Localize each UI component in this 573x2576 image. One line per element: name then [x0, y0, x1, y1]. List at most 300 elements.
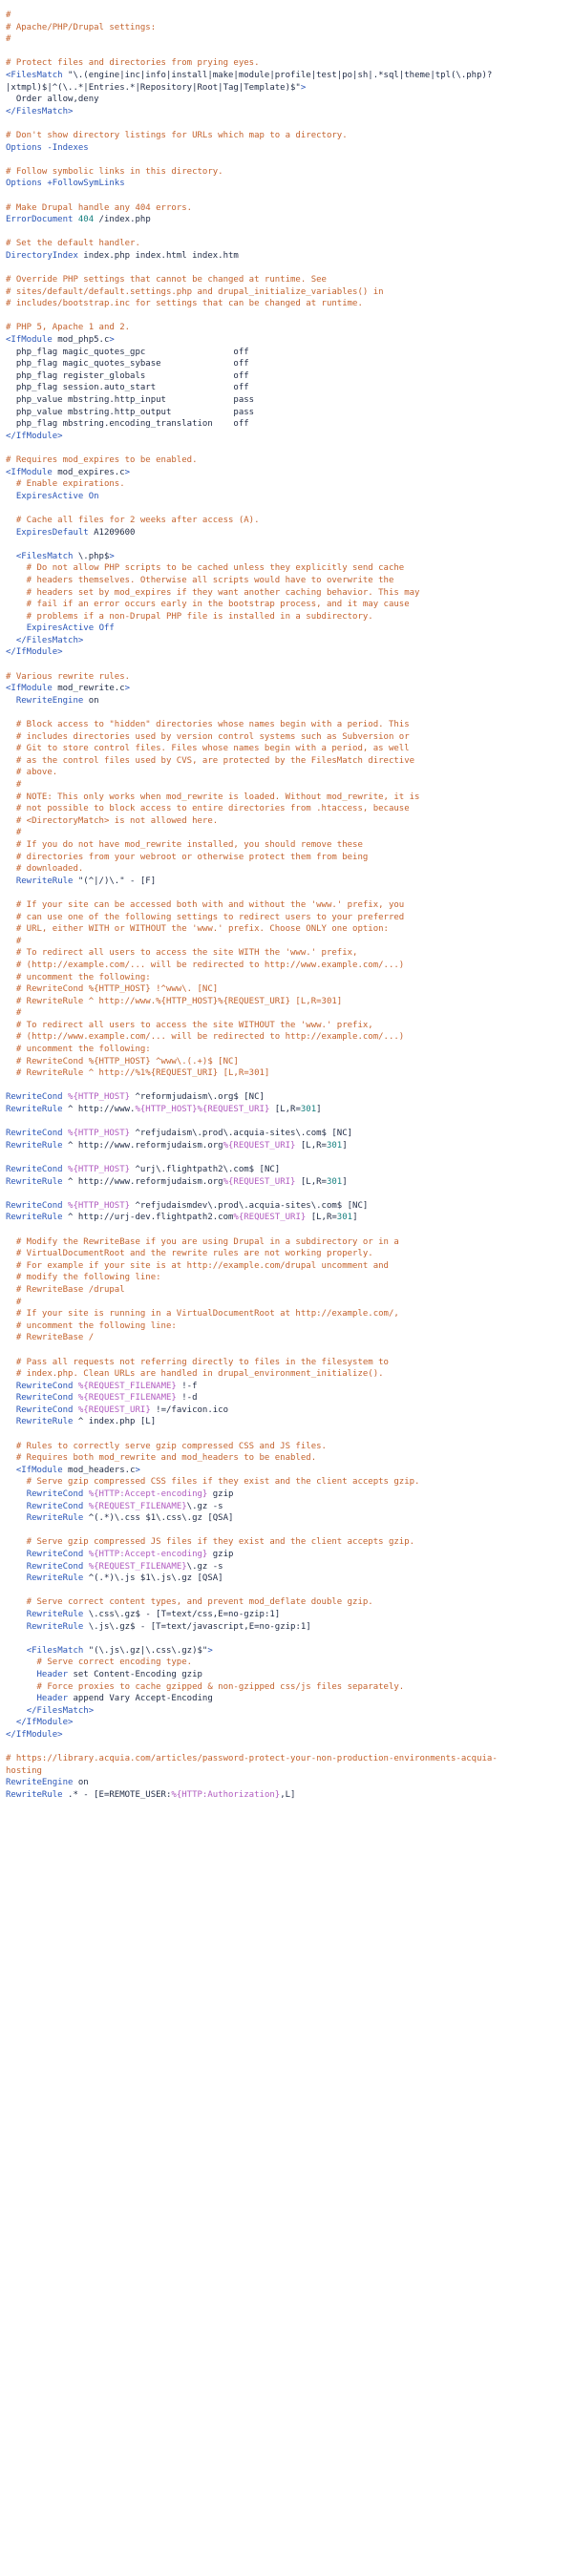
- code-text: [6, 1622, 27, 1632]
- code-text: mod_headers.c: [62, 1465, 136, 1475]
- code-comment: # PHP 5, Apache 1 and 2.: [6, 323, 131, 333]
- code-text: php_flag mbstring.encoding_translation off: [6, 419, 249, 430]
- code-comment: # includes/bootstrap.inc for settings that can be changed at runtime.: [6, 299, 363, 309]
- code-comment: # Serve correct content types, and prevent mod_deflate double gzip.: [6, 1597, 373, 1608]
- code-line: [6, 1512, 567, 1525]
- code-comment: #: [6, 936, 22, 946]
- code-comment: # RewriteRule ^ http://%1%{REQUEST_URI} [L,R=301]: [6, 1068, 270, 1079]
- code-line: [6, 527, 567, 539]
- code-keyword: RewriteCond: [26, 1561, 84, 1572]
- code-line: [6, 767, 567, 779]
- code-text: ,L]: [280, 1789, 296, 1800]
- code-line: [6, 1248, 567, 1260]
- code-line: [6, 731, 567, 744]
- code-variable: %{HTTP:Accept-encoding}: [88, 1550, 208, 1559]
- code-text: [L,R=: [269, 1105, 301, 1115]
- code-line: [6, 1753, 567, 1765]
- code-line: [6, 1140, 567, 1152]
- code-comment: # uncomment the following line:: [6, 1320, 177, 1331]
- code-line: [6, 611, 567, 623]
- code-keyword: >: [135, 1465, 140, 1475]
- code-comment: # Do not allow PHP scripts to be cached unless they explicitly send cache: [6, 563, 405, 574]
- code-line: [6, 1151, 567, 1164]
- code-text: ^urj\.flightpath2\.com$ [NC]: [130, 1165, 281, 1174]
- code-line: [6, 1031, 567, 1044]
- code-keyword: +FollowSymLinks: [47, 179, 125, 189]
- code-text: [6, 1466, 16, 1475]
- code-comment: # To redirect all users to access the site WITH the 'www.' prefix,: [6, 948, 358, 959]
- code-line: [6, 467, 567, 479]
- code-text: \.gz -s: [186, 1501, 223, 1511]
- code-text: [6, 1382, 16, 1391]
- code-variable: %{REQUEST_URI}: [233, 1213, 307, 1223]
- code-line: [6, 1128, 567, 1140]
- code-line: [6, 250, 567, 263]
- code-line: [6, 923, 567, 936]
- code-line: [6, 1104, 567, 1116]
- code-comment: # directories from your webroot or otherwise protect them from being: [6, 852, 369, 862]
- code-line: [6, 298, 567, 310]
- code-comment: # Rules to correctly serve gzip compressed CSS and JS files.: [6, 1441, 327, 1451]
- code-keyword: <FilesMatch: [6, 70, 63, 80]
- code-comment: # RewriteBase /: [6, 1333, 95, 1343]
- code-line: [6, 46, 567, 58]
- code-text: !=/favicon.ico: [150, 1404, 229, 1415]
- code-line: [6, 1621, 567, 1634]
- code-variable: %{HTTP_HOST}: [135, 1105, 198, 1115]
- code-text: ^reformjudaism\.org$ [NC]: [130, 1092, 265, 1103]
- code-line: [6, 442, 567, 454]
- code-keyword: RewriteRule: [26, 1609, 84, 1619]
- code-line: [6, 936, 567, 948]
- code-keyword: ExpiresActive: [15, 491, 84, 501]
- code-text: [6, 1513, 27, 1523]
- code-keyword: <FilesMatch: [26, 1645, 84, 1656]
- code-text: php_flag magic_quotes_sybase off: [6, 359, 249, 370]
- code-line: [6, 1609, 567, 1621]
- code-comment: # problems if a non-Drupal PHP file is installed in a subdirectory.: [6, 611, 373, 622]
- code-line: [6, 1007, 567, 1020]
- code-keyword: RewriteRule: [6, 1213, 63, 1223]
- code-comment: # Set the default handler.: [6, 239, 140, 249]
- code-text: php_value mbstring.http_input pass: [6, 395, 255, 405]
- code-text: [6, 552, 16, 561]
- code-text: "(^|/)\." - [F]: [73, 876, 157, 886]
- code-line: [6, 538, 567, 551]
- code-text: [6, 636, 16, 645]
- code-line: [6, 1705, 567, 1718]
- code-text: [6, 1562, 27, 1572]
- code-keyword: RewriteRule: [6, 1140, 63, 1151]
- code-line: [6, 154, 567, 166]
- code-keyword: >: [109, 335, 115, 346]
- code-keyword: RewriteRule: [26, 1573, 84, 1584]
- code-line: [6, 1441, 567, 1453]
- code-line: [6, 1381, 567, 1393]
- code-line: [6, 491, 567, 503]
- code-line: [6, 887, 567, 899]
- code-variable: %{REQUEST_FILENAME}: [88, 1501, 187, 1511]
- code-comment: # If you do not have mod_rewrite installed, you should remove these: [6, 839, 363, 850]
- code-line: [6, 22, 567, 34]
- code-line: [6, 130, 567, 142]
- code-line: [6, 1465, 567, 1477]
- code-text: [6, 1417, 16, 1426]
- code-text: [6, 623, 27, 633]
- code-line: [6, 1681, 567, 1694]
- code-text: [6, 1502, 27, 1511]
- code-line: [6, 515, 567, 527]
- code-comment: # If your site can be accessed both with and without the 'www.' prefix, you: [6, 899, 405, 910]
- code-line: [6, 1404, 567, 1417]
- code-line: [6, 1236, 567, 1249]
- code-text: A1209600: [88, 527, 136, 538]
- code-comment: # To redirect all users to access the site WITHOUT the 'www.' prefix,: [6, 1020, 373, 1030]
- code-line: [6, 743, 567, 755]
- code-line: [6, 262, 567, 274]
- code-keyword: RewriteCond: [26, 1489, 84, 1500]
- code-line: [6, 1476, 567, 1489]
- code-text: |xtmpl)$|^(\..*|Entries.*|Repository|Root|Tag|Template)$": [6, 82, 301, 93]
- code-line: [6, 683, 567, 695]
- code-line: [6, 635, 567, 647]
- code-keyword: >: [124, 467, 131, 477]
- code-text: Order allow,deny: [6, 95, 99, 105]
- code-line: [6, 106, 567, 118]
- code-comment: # can use one of the following settings to redirect users to your preferred: [6, 912, 405, 922]
- code-line: [6, 707, 567, 719]
- code-keyword: RewriteCond: [15, 1381, 74, 1391]
- code-text: ^ index.php [L]: [73, 1417, 157, 1427]
- code-text: [6, 1610, 27, 1619]
- code-comment: # Modify the RewriteBase if you are using Drupal in a subdirectory or in a: [6, 1236, 399, 1247]
- code-line: [6, 1020, 567, 1032]
- code-keyword: </FilesMatch>: [15, 635, 84, 645]
- code-variable: %{HTTP_HOST}: [68, 1129, 131, 1139]
- code-text: [L,R=: [295, 1176, 327, 1187]
- code-variable: %{REQUEST_URI}: [77, 1404, 151, 1415]
- code-line: [6, 1308, 567, 1320]
- code-line: [6, 1645, 567, 1658]
- code-variable: %{REQUEST_URI}: [223, 1140, 296, 1151]
- code-line: [6, 1765, 567, 1778]
- code-text: ^ http://urj-dev.flightpath2.com: [62, 1213, 234, 1223]
- code-text: set Content-Encoding gzip: [68, 1669, 202, 1679]
- code-line: [6, 190, 567, 202]
- code-line: [6, 238, 567, 250]
- code-text: [6, 1694, 37, 1703]
- code-line: [6, 1260, 567, 1273]
- code-text: ^refjudaism\.prod\.acquia-sites\.com$ [NC]: [130, 1129, 353, 1139]
- code-comment: hosting: [6, 1765, 42, 1776]
- code-line: [6, 1489, 567, 1501]
- code-keyword: RewriteCond: [6, 1200, 63, 1211]
- code-line: [6, 358, 567, 370]
- code-comment: # as the control files used by CVS, are protected by the FilesMatch directive: [6, 755, 415, 766]
- code-line: [6, 1212, 567, 1224]
- code-text: [L,R=: [295, 1140, 327, 1151]
- code-comment: # https://library.acquia.com/articles/password-protect-your-non-production-environments-acquia-: [6, 1754, 498, 1764]
- code-line: [6, 719, 567, 731]
- code-comment: #: [6, 11, 11, 20]
- code-text: ^ http://www.: [62, 1105, 136, 1115]
- code-line: [6, 1585, 567, 1597]
- code-keyword: </IfModule>: [6, 647, 63, 658]
- code-comment: # Force proxies to cache gzipped & non-gzipped css/js files separately.: [6, 1681, 405, 1692]
- code-line: [6, 551, 567, 563]
- code-text: [6, 1405, 16, 1415]
- code-keyword: ErrorDocument: [6, 215, 74, 225]
- code-text: ^(.*)\.css $1\.css\.gz [QSA]: [83, 1513, 234, 1524]
- code-keyword: </IfModule>: [6, 1729, 63, 1740]
- code-text: ]: [342, 1176, 348, 1187]
- code-keyword: RewriteCond: [15, 1393, 74, 1404]
- code-line: [6, 1777, 567, 1789]
- code-comment: # Pass all requests not referring directly to files in the filesystem to: [6, 1357, 389, 1367]
- code-text: [6, 1573, 27, 1583]
- code-text: .* - [E=REMOTE_USER:: [62, 1789, 172, 1800]
- code-keyword: RewriteCond: [6, 1129, 63, 1139]
- code-line: [6, 863, 567, 876]
- code-line: [6, 899, 567, 912]
- code-text: mod_rewrite.c: [52, 684, 125, 694]
- code-comment: # Cache all files for 2 weeks after access (A).: [6, 515, 260, 525]
- code-line: [6, 1297, 567, 1309]
- code-comment: # URL, either WITH or WITHOUT the 'www.' prefix. Choose ONLY one option:: [6, 924, 389, 935]
- code-keyword: ExpiresDefault: [15, 527, 89, 538]
- code-line: [6, 1176, 567, 1189]
- code-text: append Vary Accept-Encoding: [68, 1694, 213, 1704]
- code-variable: %{REQUEST_FILENAME}: [88, 1561, 187, 1572]
- code-line: [6, 1320, 567, 1333]
- code-comment: # Requires both mod_rewrite and mod_headers to be enabled.: [6, 1453, 317, 1464]
- code-text: ]: [352, 1213, 358, 1223]
- code-keyword: <IfModule: [6, 684, 53, 694]
- code-comment: # RewriteRule ^ http://www.%{HTTP_HOST}%{REQUEST_URI} [L,R=301]: [6, 996, 343, 1006]
- code-keyword: </IfModule>: [15, 1718, 74, 1728]
- code-line: [6, 587, 567, 600]
- code-line: [6, 1536, 567, 1549]
- code-line: [6, 960, 567, 972]
- code-line: [6, 1332, 567, 1344]
- code-line: [6, 214, 567, 226]
- code-text: [6, 1393, 16, 1403]
- code-line: [6, 1284, 567, 1297]
- code-keyword: RewriteCond: [26, 1501, 84, 1511]
- code-comment: #: [6, 1297, 22, 1307]
- code-comment: # Follow symbolic links in this directory.: [6, 166, 223, 177]
- code-keyword: RewriteRule: [26, 1513, 84, 1524]
- code-line: [6, 178, 567, 190]
- code-line: [6, 117, 567, 130]
- code-line: [6, 1729, 567, 1742]
- code-line: [6, 1452, 567, 1465]
- code-line: [6, 1272, 567, 1284]
- code-line: [6, 1392, 567, 1404]
- code-variable: %{HTTP:Authorization}: [171, 1789, 281, 1800]
- code-keyword: ExpiresActive: [26, 623, 95, 634]
- code-line: [6, 659, 567, 671]
- code-comment: # For example if your site is at http://example.com/drupal uncomment and: [6, 1260, 389, 1271]
- code-text: \.gz -s: [186, 1561, 223, 1572]
- code-keyword: <IfModule: [15, 1465, 63, 1475]
- code-line: [6, 502, 567, 515]
- code-line: [6, 94, 567, 106]
- code-text: ^refjudaismdev\.prod\.acquia-sites\.com$ [NC]: [130, 1200, 369, 1211]
- code-comment: # Make Drupal handle any 404 errors.: [6, 202, 193, 213]
- code-comment: # uncomment the following:: [6, 1045, 151, 1055]
- code-keyword: On: [88, 491, 99, 501]
- code-text: php_flag session.auto_start off: [6, 383, 249, 393]
- code-line: [6, 646, 567, 659]
- code-line: [6, 82, 567, 95]
- code-keyword: </IfModule>: [6, 431, 63, 441]
- code-comment: # headers set by mod_expires if they want another caching behavior. This may: [6, 587, 420, 598]
- code-comment: # Git to store control files. Files whose names begin with a period, as well: [6, 744, 410, 754]
- code-text: mod_expires.c: [52, 467, 125, 477]
- code-line: [6, 286, 567, 299]
- code-comment: # RewriteCond %{HTTP_HOST} !^www\. [NC]: [6, 984, 219, 995]
- code-text: !-d: [176, 1393, 198, 1404]
- code-line: [6, 1067, 567, 1080]
- code-comment: # headers themselves. Otherwise all scripts would have to overwrite the: [6, 575, 394, 585]
- code-comment: # Serve gzip compressed CSS files if they exist and the client accepts gzip.: [6, 1477, 420, 1488]
- code-comment: # NOTE: This only works when mod_rewrite is loaded. Without mod_rewrite, it is: [6, 792, 420, 802]
- code-keyword: </FilesMatch>: [6, 106, 74, 116]
- code-line: [6, 1416, 567, 1428]
- code-line: [6, 1116, 567, 1129]
- code-line: [6, 695, 567, 707]
- code-line: [6, 418, 567, 431]
- code-comment: # Override PHP settings that cannot be changed at runtime. See: [6, 275, 327, 285]
- code-keyword: >: [124, 684, 131, 694]
- code-text: gzip: [207, 1550, 234, 1559]
- code-line: [6, 755, 567, 768]
- code-comment: # Requires mod_expires to be enabled.: [6, 454, 198, 465]
- code-line: [6, 33, 567, 46]
- code-line: [6, 852, 567, 864]
- code-comment: # Protect files and directories from prying eyes.: [6, 58, 260, 69]
- code-number: 404: [77, 215, 95, 225]
- code-variable: %{HTTP:Accept-encoding}: [88, 1489, 208, 1500]
- code-text: on: [73, 1778, 89, 1788]
- code-line: [6, 815, 567, 828]
- code-line: [6, 1428, 567, 1441]
- code-keyword: <IfModule: [6, 467, 53, 477]
- code-comment: # fail if an error occurs early in the bootstrap process, and it may cause: [6, 600, 410, 610]
- code-line: [6, 827, 567, 839]
- code-comment: # downloaded.: [6, 864, 84, 875]
- code-keyword: RewriteRule: [15, 1417, 74, 1427]
- code-line: [6, 803, 567, 815]
- code-line: [6, 1501, 567, 1513]
- code-comment: #: [6, 34, 11, 45]
- code-comment: # If your site is running in a VirtualDocumentRoot at http://example.com/,: [6, 1309, 399, 1320]
- code-keyword: DirectoryIndex: [6, 250, 78, 261]
- code-comment: #: [6, 1008, 22, 1019]
- code-line: [6, 1693, 567, 1705]
- code-line: [6, 1549, 567, 1561]
- code-line: [6, 10, 567, 22]
- code-keyword: >: [109, 551, 115, 561]
- code-variable: %{HTTP_HOST}: [68, 1092, 131, 1103]
- code-variable: %{REQUEST_FILENAME}: [77, 1381, 177, 1391]
- code-line: [6, 370, 567, 383]
- code-line: [6, 1357, 567, 1369]
- code-line: [6, 1573, 567, 1585]
- code-line: [6, 310, 567, 323]
- code-number: 301: [336, 1213, 353, 1223]
- code-line: [6, 1742, 567, 1754]
- code-keyword: Header: [36, 1694, 69, 1704]
- code-comment: # sites/default/default.settings.php and drupal_initialize_variables() in: [6, 286, 384, 297]
- code-line: [6, 226, 567, 239]
- code-keyword: -Indexes: [47, 142, 89, 153]
- code-line: [6, 1080, 567, 1092]
- code-keyword: Options: [6, 179, 42, 189]
- code-text: [6, 1718, 16, 1727]
- code-keyword: Header: [36, 1669, 69, 1679]
- code-keyword: Options: [6, 142, 42, 153]
- code-line: [6, 1561, 567, 1573]
- code-line: [6, 1525, 567, 1537]
- code-comment: # index.php. Clean URLs are handled in drupal_environment_initialize().: [6, 1369, 384, 1380]
- code-text: [6, 1646, 27, 1656]
- code-line: [6, 382, 567, 394]
- code-text: php_flag magic_quotes_gpc off: [6, 347, 249, 357]
- code-comment: # VirtualDocumentRoot and the rewrite rules are not working properly.: [6, 1249, 373, 1259]
- code-text: [6, 1489, 27, 1499]
- code-keyword: >: [300, 82, 307, 93]
- code-line: [6, 996, 567, 1008]
- code-text: index.php index.html index.htm: [77, 250, 239, 261]
- code-text: gzip: [207, 1489, 234, 1500]
- code-number: 301: [326, 1176, 343, 1187]
- code-line: [6, 779, 567, 792]
- code-line: [6, 599, 567, 611]
- code-comment: # uncomment the following:: [6, 972, 151, 982]
- code-keyword: RewriteRule: [6, 1176, 63, 1187]
- code-variable: %{REQUEST_URI}: [223, 1176, 296, 1187]
- code-comment: # Apache/PHP/Drupal settings:: [6, 22, 157, 32]
- code-line: [6, 1344, 567, 1357]
- code-variable: %{HTTP_HOST}: [68, 1200, 131, 1211]
- code-text: ^(.*)\.js $1\.js\.gz [QSA]: [83, 1573, 223, 1584]
- code-text: \.css\.gz$ - [T=text/css,E=no-gzip:1]: [83, 1609, 281, 1619]
- code-keyword: RewriteRule: [6, 1105, 63, 1115]
- code-line: [6, 407, 567, 419]
- code-keyword: <IfModule: [6, 335, 53, 346]
- code-keyword: RewriteCond: [15, 1404, 74, 1415]
- code-comment: # Enable expirations.: [6, 479, 125, 490]
- code-keyword: Off: [98, 623, 115, 634]
- code-text: "(\.js\.gz|\.css\.gz)$": [83, 1645, 208, 1656]
- code-line: [6, 70, 567, 82]
- code-text: "\.(engine|inc|info|install|make|module|profile|test|po|sh|.*sql|theme|tpl(\.php)?: [62, 70, 493, 80]
- code-comment: # modify the following line:: [6, 1273, 161, 1283]
- code-variable: %{HTTP_HOST}: [68, 1165, 131, 1174]
- code-line: [6, 394, 567, 407]
- code-text: ^ http://www.reformjudaism.org: [62, 1140, 223, 1151]
- code-text: php_value mbstring.http_output pass: [6, 407, 255, 417]
- code-line: [6, 57, 567, 70]
- code-text: ^ http://www.reformjudaism.org: [62, 1176, 223, 1187]
- code-line: [6, 623, 567, 635]
- code-line: [6, 454, 567, 467]
- code-text: \.js\.gz$ - [T=text/javascript,E=no-gzip:1]: [83, 1621, 311, 1632]
- code-text: /index.php: [94, 215, 151, 225]
- code-text: [6, 492, 16, 501]
